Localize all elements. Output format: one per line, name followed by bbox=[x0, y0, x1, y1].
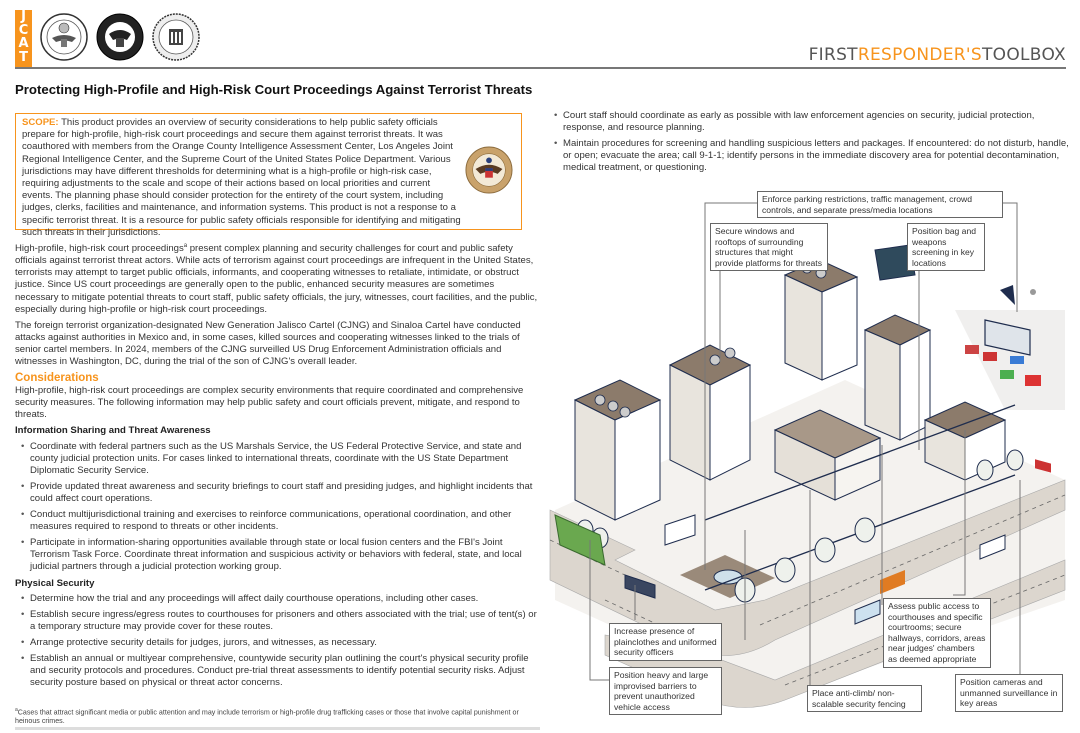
callout-vehicle-barriers: Position heavy and large improvised barriers to prevent unauthorized vehicle access bbox=[609, 667, 722, 715]
list-item: • Determine how the trial and any proceedings will affect daily courthouse operations, including other cases. bbox=[21, 593, 538, 605]
car-red bbox=[965, 345, 979, 354]
info-sharing-list bbox=[15, 441, 538, 574]
first-responders-toolbox-logo bbox=[809, 45, 1066, 65]
page-title: Protecting High-Profile and High-Risk Court Proceedings Against Terrorist Threats bbox=[15, 82, 533, 97]
intro-paragraph-1 bbox=[15, 240, 538, 316]
odni-seal-icon bbox=[39, 12, 89, 62]
building-left bbox=[575, 380, 660, 520]
car-green bbox=[1000, 370, 1014, 379]
courthouse-security-illustration bbox=[545, 180, 1075, 725]
header-divider bbox=[15, 67, 1066, 69]
main-body bbox=[15, 240, 538, 693]
info-sharing-heading: Information Sharing and Threat Awareness bbox=[15, 425, 211, 437]
supreme-court-police-seal-icon bbox=[465, 146, 513, 194]
list-item: • Maintain procedures for screening and handling suspicious letters and packages. If encountered: do not disturb, handle, or open; evacuate the area; call 9-1-1; identify persons in the immediate discovery area for potential decontamination, medical treatment, or questioning. bbox=[554, 138, 1069, 174]
considerations-intro: High-profile, high-risk court proceedings are complex security environments that require coordinated and comprehensive security measures. The following information may help public safety and court officials prevent, mitigate, and respond to threats. bbox=[15, 385, 524, 421]
scope-box bbox=[15, 113, 522, 238]
list-item: • Participate in information-sharing opportunities available through state or local fusion centers and the FBI's Joint Terrorism Task Force. Coordinate threat information and suspicious activity or behaviors with federal, state, and local judicial partners through a judicial protection working group. bbox=[21, 537, 538, 573]
list-item: • Conduct multijurisdictional training and exercises to reinforce communications, operational coordination, and other measures required to respond to threats or other incidents. bbox=[21, 509, 538, 533]
list-item: • Establish an annual or multiyear comprehensive, countywide security plan outlining the court's physical security profile and security protocols and procedures. Conduct pre-trial threat assessments to identify potential security risks. Adjust security posture based on physical or threat actor concerns. bbox=[21, 653, 538, 689]
jcat-letter: J bbox=[21, 9, 26, 24]
right-column-list bbox=[554, 110, 1069, 178]
list-item: • Court staff should coordinate as early as possible with law enforcement agencies on security, judicial protection, response, and resource planning. bbox=[554, 110, 1069, 134]
footer-divider bbox=[15, 727, 540, 730]
scope-body: This product provides an overview of security considerations to help public safety officials prepare for high-profile, high-risk court proceedings and secure them against terrorist threats. It was coauthored with members from the Orange County Intelligence Assessment Center, Los Angeles Joint Regional Intelligence Center, and the Supreme Court of the United States Police Department. Various jurisdictions may have different thresholds for determining what is a high-profile or high-risk case, requiring adjustments to the scale and scope of their actions based on local priorities and current events. The planning phase should consider protection for the entirety of the court system, including judges, clerks, facilities and maintenance, and information systems. This product is not a response to a specific terrorist threat. It is a resource for public safety officials responsible for identifying and mitigating such threats in their jurisdictions. bbox=[22, 117, 461, 238]
fbi-seal-icon bbox=[151, 12, 201, 62]
physical-security-list bbox=[15, 593, 538, 690]
callout-security-officers: Increase presence of plainclothes and uniformed security officers bbox=[609, 623, 722, 661]
scope-label: SCOPE: bbox=[22, 117, 59, 128]
footnote-text: Cases that attract significant media or public attention and may include terrorism or high-profile drug trafficking cases or those that involve capital punishment or heinous crimes. bbox=[15, 708, 519, 726]
callout-bag-screening: Position bag and weapons screening in key locations bbox=[907, 223, 985, 271]
list-item: • Establish secure ingress/egress routes to courthouses for prisoners and others associated with the trial; use of tent(s) or a temporary structure may provide cover for these routes. bbox=[21, 609, 538, 633]
car-red bbox=[983, 352, 997, 361]
intro-p1-start: High-profile, high-risk court proceedings bbox=[15, 243, 184, 255]
list-item: • Provide updated threat awareness and security briefings to court staff and presiding judges, and highlight incidents that could affect court operations. bbox=[21, 481, 538, 505]
intro-paragraph-2: The foreign terrorist organization-designated New Generation Jalisco Cartel (CJNG) and Sinaloa Cartel have conducted attacks against authorities in Mexico and, in some cases, killed sources and cooperating witnesses linked to the trials of senior cartel members. In 2024, members of the CJNG surveilled US Drug Enforcement Administration officials and witnesses in Washington, DC, during the trial of the son of CJNG's overall leader. bbox=[15, 319, 521, 368]
callout-cameras-surveillance: Position cameras and unmanned surveillance in key areas bbox=[955, 674, 1063, 712]
list-item: • Coordinate with federal partners such as the US Marshals Service, the US Federal Protective Service, and state and county judicial protection units. For cases linked to international threats, coordinate with the US State Department Diplomatic Security Service. bbox=[21, 441, 538, 477]
intro-p1-rest: present complex planning and security challenges for court and public safety officials against terrorist threat actors. While acts of terrorism against court proceedings are infrequent in the United States, terrorists may attempt to target public officials, informants, and cooperating witnesses to retaliate, intimidate, or obstruct justice. Since US court proceedings are generally open to the public, enhanced security measures are sometimes necessary to mitigate potential threats to court staff, public safety officials, the jury, witnesses, court facilities, and the public, especially during high-profile or high-risk court proceedings. bbox=[15, 243, 538, 315]
physical-security-list-continued bbox=[554, 110, 1069, 174]
jcat-letter: C bbox=[18, 22, 29, 38]
jcat-logo bbox=[15, 10, 32, 67]
flag-icon bbox=[1000, 285, 1015, 305]
footnote-marker: a bbox=[15, 707, 18, 713]
callout-parking-restrictions: Enforce parking restrictions, traffic management, crowd controls, and separate press/media locations bbox=[757, 191, 1003, 218]
brand-part-3: TOOLBOX bbox=[981, 45, 1066, 65]
drone-icon bbox=[1030, 289, 1036, 295]
considerations-heading: Considerations bbox=[15, 372, 99, 385]
brand-part-1: FIRST bbox=[808, 45, 858, 65]
truck-red bbox=[1025, 375, 1041, 386]
page-header bbox=[0, 0, 1080, 72]
brand-part-2: RESPONDER'S bbox=[857, 45, 982, 65]
car-blue bbox=[1010, 356, 1024, 364]
building-left-tall bbox=[670, 345, 750, 480]
list-item: • Arrange protective security details for judges, jurors, and witnesses, as necessary. bbox=[21, 637, 538, 649]
callout-secure-windows: Secure windows and rooftops of surrounding structures that might provide platforms for threats bbox=[710, 223, 828, 271]
jcat-letter: A bbox=[18, 36, 29, 51]
footnote bbox=[15, 706, 535, 726]
scope-text bbox=[22, 117, 462, 239]
dhs-seal-icon bbox=[95, 12, 145, 62]
jcat-letter: T bbox=[19, 49, 28, 65]
footnote-ref: a bbox=[183, 243, 188, 249]
callout-security-fencing: Place anti-climb/ non-scalable security fencing bbox=[807, 685, 922, 712]
building-back bbox=[785, 260, 857, 380]
callout-public-access: Assess public access to courthouses and specific courtrooms; secure hallways, corridors, areas near judges' chambers as deemed appropriate bbox=[883, 598, 991, 668]
physical-security-heading: Physical Security bbox=[15, 577, 95, 589]
